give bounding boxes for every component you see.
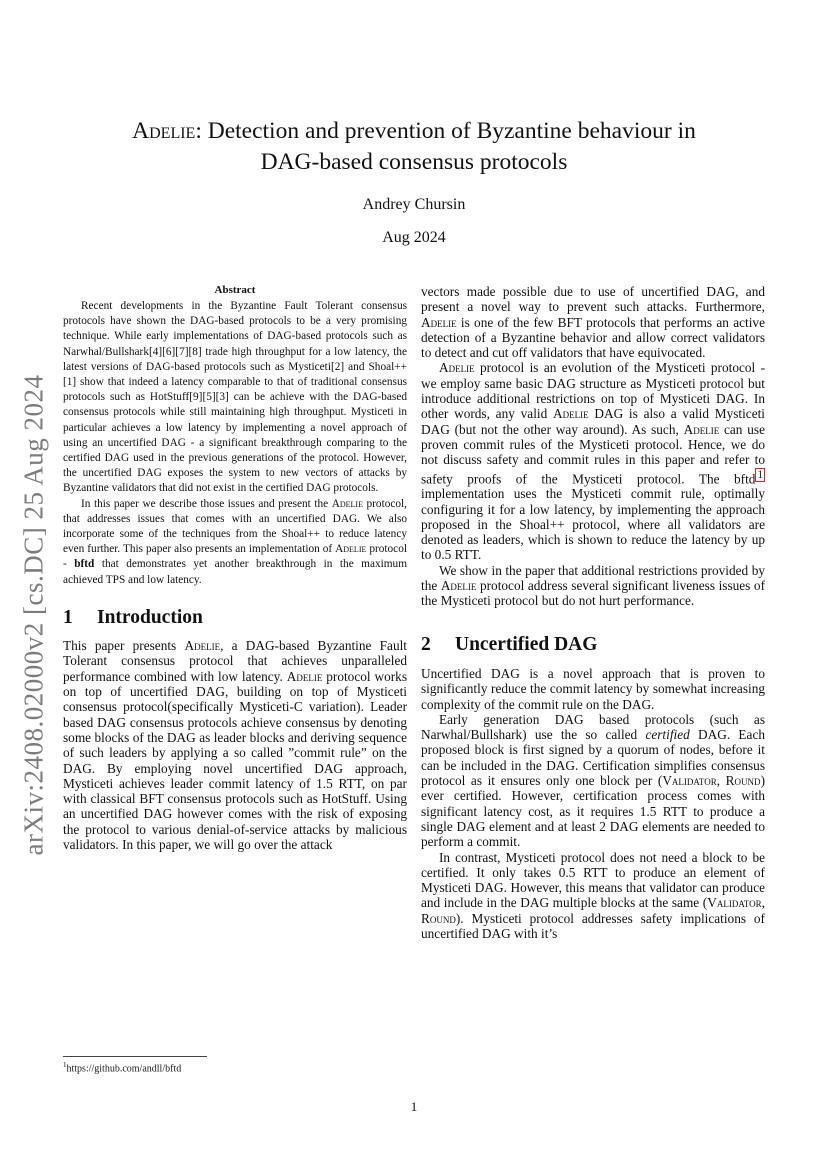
section-heading-uncertified-dag: 2 Uncertified DAG (421, 633, 598, 655)
left-column (63, 284, 407, 852)
footnote-link[interactable]: https://github.com/andll/bftd (66, 1063, 182, 1075)
intro-paragraph-1: This paper presents Adelie, a DAG-based Byzantine Fault Tolerant consensus protocol that achieves unparalleled performance combined with low latency. Adelie protocol works on top of uncertified DAG, building on top of Mysticeti consensus protocol(specifically Mysticeti-C variation). Leader based DAG consensus protocols achieve consensus by denoting some blocks of the DAG as leader blocks and deriving sequence of such leaders by applying a so called ”commit rule” on the DAG. By employing novel uncertified DAG approach, Mysticeti achieves leader commit latency of 1.5 RTT, on par with classical BFT consensus protocols such as HotStuff. Using an uncertified DAG however comes with the risk of exposing the protocol to various denial-of-service attacks by malicious validators. In this paper, we will go over the attack (63, 638, 407, 853)
footnote-marker[interactable]: 1 (757, 468, 763, 481)
right-paragraph-1: vectors made possible due to use of uncertified DAG, and present a novel way to prevent such attacks. Furthermore, Adelie is one of the few BFT protocols that performs an active detection of a Byzantine behavior and allow correct validators to detect and cut off validators that have equivocated. (421, 284, 765, 361)
abstract-paragraph-1: Recent developments in the Byzantine Fault Tolerant consensus protocols have shown the DAG-based protocols to be a very promising technique. While early implementations of DAG-based protocols such as Narwhal/Bullshark[4][6][7][8] trade high throughput for a low latency, the latest versions of DAG-based protocols such as Mysticeti[2] and Shoal++[1] show that indeed a latency comparable to that of traditional consensus protocols such as HotStuff[9][5][3] can be achieve with the DAG-based consensus protocols while still maintaining high throughput. Mysticeti in particular achieves a low latency by implementing a novel approach of using an uncertified DAG - a significant breakthrough comparing to the certified DAG used in the previous generations of the protocol. However, the uncertified DAG exposes the system to new vectors of attacks by Byzantine validators that did not exist in the certified DAG protocols. (63, 300, 407, 495)
section2-paragraph-3: In contrast, Mysticeti protocol does not need a block to be certified. It only takes 0.5 RTT to produce an element of Mysticeti DAG. However, this means that validator can produce and include in the DAG multiple blocks at the same (Validator, Round). Mysticeti protocol addresses safety implications of uncertified DAG with it’s (421, 849, 765, 941)
right-column (421, 284, 765, 941)
right-paragraph-3: We show in the paper that additional restrictions provided by the Adelie protocol address several significant liveness issues of the Mysticeti protocol but do not hurt performance. (421, 562, 765, 609)
abstract (63, 284, 407, 588)
section2-paragraph-2: Early generation DAG based protocols (such as Narwhal/Bullshark) use the so called certified DAG. Each proposed block is first signed by a quorum of nodes, before it can be included in the DAG. Certification simplifies consensus protocol as it ensures only one block per (Validator, Round) ever certified. However, certification process comes with significant latency cost, as it requires 1.5 RTT to produce a single DAG element and at least 2 DAG elements are needed to perform a commit. (421, 711, 765, 850)
paper-title: Adelie: Detection and prevention of Byzantine behaviour in DAG-based consensus protocols (132, 118, 696, 175)
section2-paragraph-1: Uncertified DAG is a novel approach that is proven to significantly reduce the commit latency by somewhat increasing complexity of the commit rule on the DAG. (421, 665, 765, 712)
author: Andrey Chursin (362, 196, 466, 213)
footnote: $^1$https://github.com/andll/bftd (63, 1061, 182, 1075)
abstract-paragraph-2: In this paper we describe those issues and present the Adelie protocol, that addresses issues that comes with an uncertified DAG. We also incorporate some of the techniques from the Shoal++ to reduce latency even further. This paper also presents an implementation of Adelie protocol - bftd that demonstrates yet another breakthrough in the maximum achieved TPS and low latency. (63, 497, 407, 586)
arxiv-stamp: arXiv:2408.02000v2 [cs.DC] 25 Aug 2024 (18, 374, 49, 856)
footnote-rule (63, 1056, 207, 1057)
right-paragraph-2: Adelie protocol is an evolution of the Mysticeti protocol - we employ same basic DAG structure as Mysticeti protocol but introduce additional restrictions on top of Mysticeti DAG. In other words, any valid Adelie DAG is also a valid Mysticeti DAG (but not the other way around). As such, Adelie can use proven commit rules of the Mysticeti protocol. Hence, we do not discuss safety and commit rules in this paper and refer to safety proofs of the Mysticeti protocol. The bftd $^1$ implementation uses the Mysticeti commit rule, optimally configuring it for a low latency, by implementing the approach proposed in the Shoal++ protocol, where all validators are denoted as leaders, which is shown to reduce the latency by up to 0.5 RTT. (421, 360, 765, 563)
date: Aug 2024 (382, 229, 446, 246)
page-number: 1 (410, 1099, 418, 1114)
abstract-heading: Abstract (214, 284, 256, 296)
section-heading-introduction: 1 Introduction (63, 606, 203, 628)
